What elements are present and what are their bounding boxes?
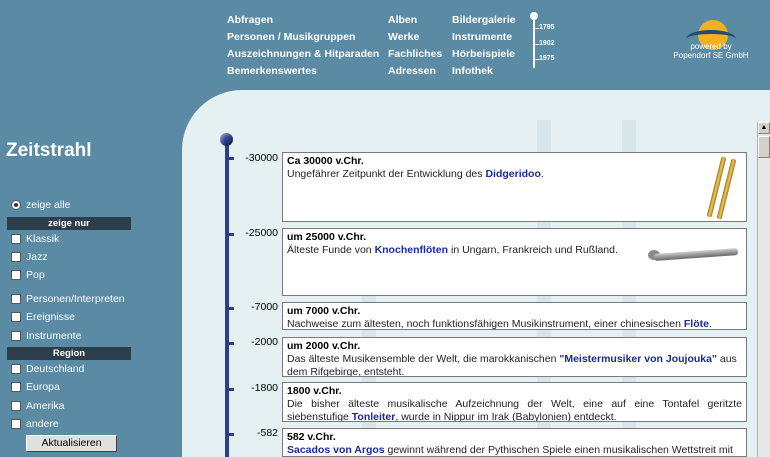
year-scale-label-1902: 1902 <box>539 40 555 47</box>
entry-title: 1800 v.Chr. <box>287 385 342 397</box>
nav-link-abfragen[interactable]: Abfragen <box>227 14 274 26</box>
filter-klassik[interactable]: Klassik <box>11 233 59 245</box>
filter-instrumente[interactable]: Instrumente <box>11 330 81 342</box>
page-title: Zeitstrahl <box>6 140 92 161</box>
nav-link-personen[interactable]: Personen / Musikgruppen <box>227 31 356 43</box>
entry-title: Ca 30000 v.Chr. <box>287 155 364 167</box>
timeline-entry <box>282 228 747 296</box>
filter-ereignisse[interactable]: Ereignisse <box>11 311 75 323</box>
timeline-entry <box>282 337 747 377</box>
timeline-entry <box>282 302 747 330</box>
klassik-checkbox[interactable] <box>11 234 21 244</box>
entry-text: Das älteste Musikensemble der Welt, die marokkanischen "Meistermusiker von Joujouka" aus dem Rifgebirge, entsteht. <box>287 353 737 377</box>
region-europa[interactable]: Europa <box>11 381 60 393</box>
jazz-checkbox[interactable] <box>11 252 21 262</box>
timeline-axis <box>225 140 229 457</box>
pop-checkbox[interactable] <box>11 270 21 280</box>
entry-text: Nachweise zum ältesten, noch funktionsfähigen Musikinstrument, einer chinesischen Flöte. <box>287 318 712 330</box>
region-amerika[interactable]: Amerika <box>11 400 65 412</box>
bone-flute-image <box>648 243 740 265</box>
entry-title: um 2000 v.Chr. <box>287 340 361 352</box>
ereignisse-checkbox[interactable] <box>11 312 21 322</box>
filter-jazz[interactable]: Jazz <box>11 251 48 263</box>
timeline-entry <box>282 152 747 222</box>
timeline-year: -25000 <box>245 227 278 239</box>
andere-checkbox[interactable] <box>11 419 21 429</box>
entry-text: Sacados von Argos gewinnt während der Pythischen Spiele einen musikalischen Wettstreit mit <box>287 444 733 456</box>
entry-text: Ungefährer Zeitpunkt der Entwicklung des Didgeridoo. <box>287 168 544 180</box>
tonleiter-link[interactable]: Tonleiter <box>351 411 396 422</box>
europa-checkbox[interactable] <box>11 382 21 392</box>
entry-text: Älteste Funde von Knochenflöten in Ungarn, Frankreich und Rußland. <box>287 244 618 256</box>
nav-link-adressen[interactable]: Adressen <box>388 65 436 77</box>
nav-link-hoerbeispiele[interactable]: Hörbeispiele <box>452 48 516 60</box>
nav-link-bemerkenswertes[interactable]: Bemerkenswertes <box>227 65 317 77</box>
floete-link[interactable]: Flöte <box>683 318 709 330</box>
knochenfloeten-link[interactable]: Knochenflöten <box>374 244 449 256</box>
nav-column-2 <box>388 12 442 80</box>
region-deutschland[interactable]: Deutschland <box>11 363 84 375</box>
nav-link-auszeichnungen[interactable]: Auszeichnungen & Hitparaden <box>227 48 380 60</box>
show-all-radio[interactable] <box>11 200 21 210</box>
timeline-year: -30000 <box>245 152 278 164</box>
show-all-option[interactable]: zeige alle <box>11 199 70 211</box>
timeline-year: -582 <box>256 427 278 439</box>
nav-link-fachliches[interactable]: Fachliches <box>388 48 443 60</box>
entry-text: Die bisher älteste musikalische Aufzeichnung der Welt, eine auf eine Tontafel geritzte siebenstufige Tonleiter, wurde in Nippur im Irak (Babylonien) entdeckt. <box>287 398 742 422</box>
filter-personen[interactable]: Personen/Interpreten <box>11 293 125 305</box>
instrumente-checkbox[interactable] <box>11 331 21 341</box>
personen-checkbox[interactable] <box>11 294 21 304</box>
deutschland-checkbox[interactable] <box>11 364 21 374</box>
timeline-entry <box>282 382 747 422</box>
nav-link-alben[interactable]: Alben <box>388 14 418 26</box>
timeline-year: -1800 <box>251 382 278 394</box>
region-header: Region <box>7 347 131 360</box>
show-only-header: zeige nur <box>7 217 131 230</box>
nav-column-1 <box>227 12 379 80</box>
timeline-entry <box>282 428 747 457</box>
year-scale-line <box>533 16 535 68</box>
didgeridoo-link[interactable]: Didgeridoo <box>485 168 541 180</box>
nav-link-instrumente[interactable]: Instrumente <box>452 31 513 43</box>
timeline-year: -2000 <box>251 336 278 348</box>
entry-title: 582 v.Chr. <box>287 431 336 443</box>
filter-pop[interactable]: Pop <box>11 269 45 281</box>
year-scale-label-1975: 1975 <box>539 55 555 62</box>
update-button[interactable]: Aktualisieren <box>26 435 117 452</box>
scrollbar-thumb[interactable] <box>758 136 770 158</box>
timeline-knob-icon[interactable] <box>220 133 233 146</box>
sacados-link[interactable]: Sacados von Argos <box>287 444 385 456</box>
entry-title: um 7000 v.Chr. <box>287 305 361 317</box>
sponsor-logo[interactable] <box>672 20 750 68</box>
nav-link-bildergalerie[interactable]: Bildergalerie <box>452 14 516 26</box>
vertical-scrollbar[interactable] <box>757 122 770 457</box>
amerika-checkbox[interactable] <box>11 401 21 411</box>
year-scale-knob[interactable] <box>530 12 538 20</box>
region-andere[interactable]: andere <box>11 418 59 430</box>
scroll-up-icon[interactable]: ▲ <box>758 122 770 134</box>
nav-link-werke[interactable]: Werke <box>388 31 420 43</box>
nav-column-3 <box>452 12 516 80</box>
year-scale-label-1795: 1795 <box>539 24 555 31</box>
year-scale[interactable] <box>528 12 568 72</box>
nav-link-infothek[interactable]: Infothek <box>452 65 493 77</box>
meistermusiker-link[interactable]: "Meistermusiker von Joujouka" <box>559 353 717 365</box>
timeline-year: -7000 <box>251 301 278 313</box>
didgeridoo-image <box>710 158 736 218</box>
entry-title: um 25000 v.Chr. <box>287 231 367 243</box>
logo-text: powered by Popendorf SE GmbH <box>673 42 749 60</box>
